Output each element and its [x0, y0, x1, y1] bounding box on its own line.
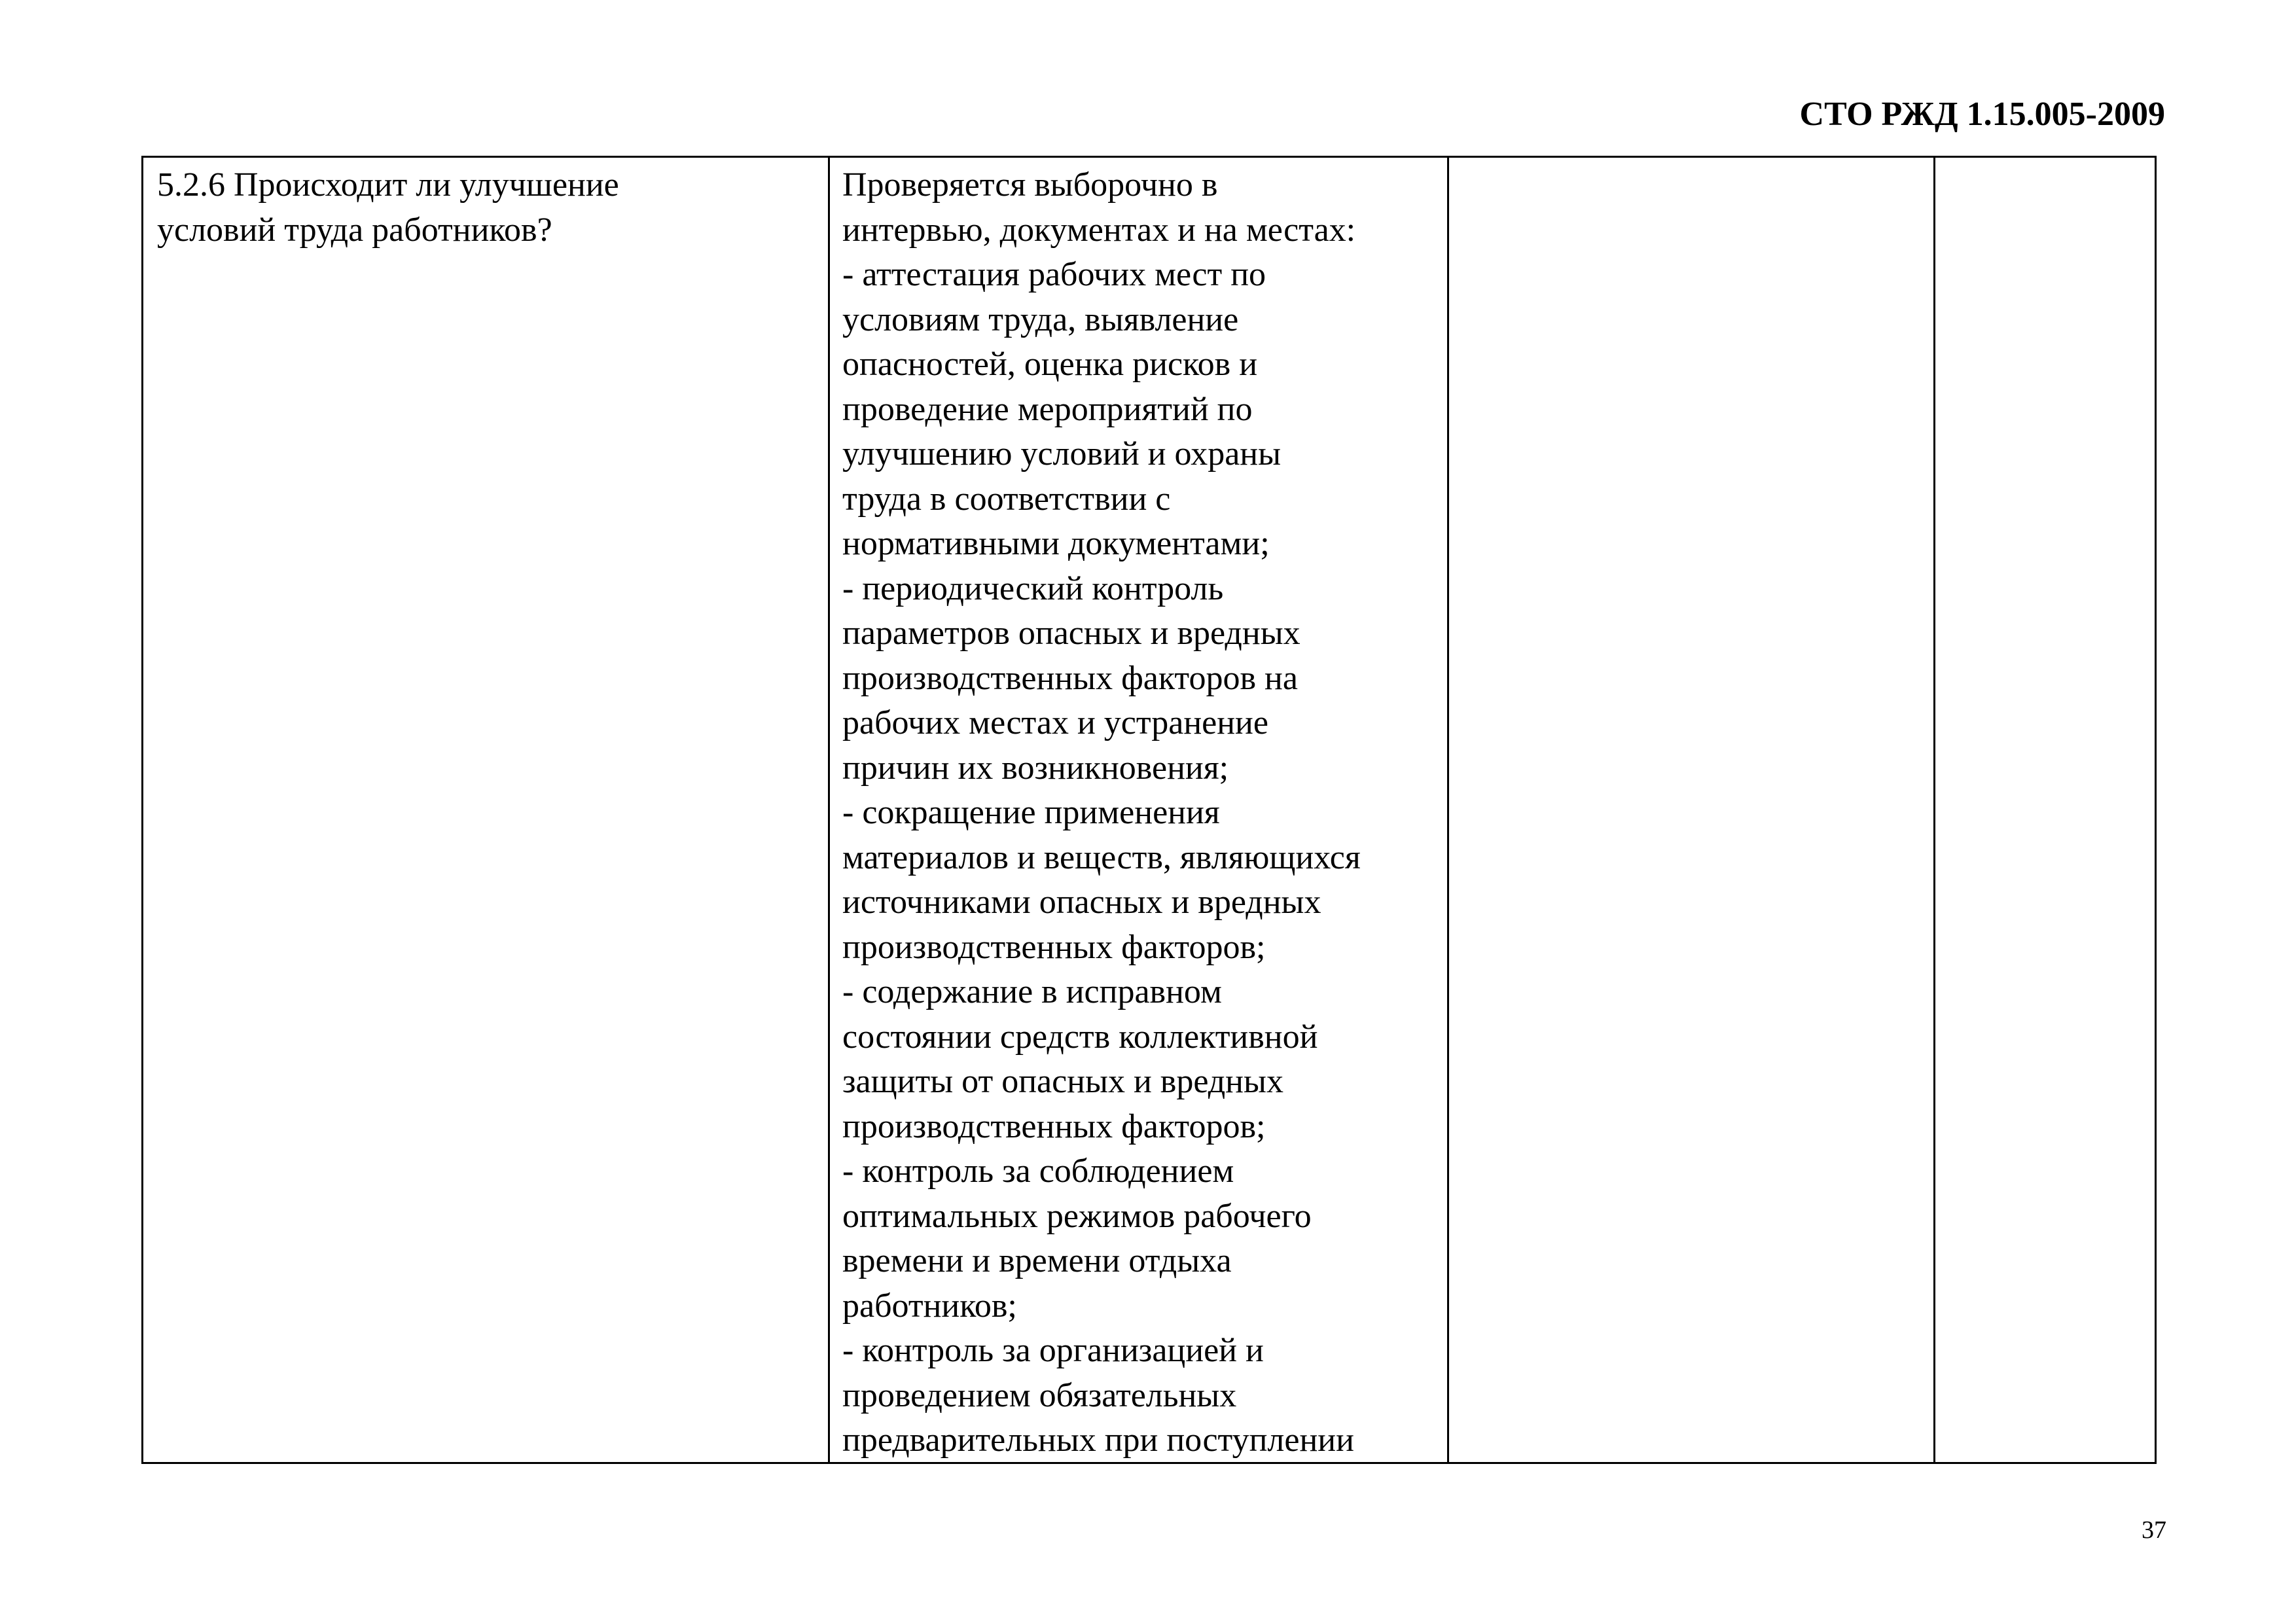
method-line: опасностей, оценка рисков и: [842, 346, 1258, 383]
page-number: 37: [2142, 1516, 2166, 1544]
method-line: проведение мероприятий по: [842, 390, 1253, 428]
method-line: нормативными документами;: [842, 525, 1270, 562]
document-code: СТО РЖД 1.15.005-2009: [1799, 96, 2165, 133]
method-line: - сокращение применения: [842, 794, 1220, 831]
method-line: улучшению условий и охраны: [842, 435, 1282, 473]
method-line: материалов и веществ, являющихся: [842, 838, 1361, 876]
question-cell: [157, 163, 619, 253]
method-line: интервью, документах и на местах:: [842, 211, 1356, 249]
column-divider-3: [1933, 158, 1935, 1462]
method-line: оптимальных режимов рабочего: [842, 1197, 1312, 1235]
method-line: рабочих местах и устранение: [842, 704, 1268, 741]
column-divider-1: [828, 158, 830, 1462]
method-line: времени и времени отдыха: [842, 1242, 1232, 1279]
method-line: - периодический контроль: [842, 569, 1224, 607]
method-line: - содержание в исправном: [842, 973, 1222, 1010]
method-line: производственных факторов на: [842, 659, 1298, 697]
verification-method-cell: [842, 163, 1361, 1463]
method-line: - контроль за соблюдением: [842, 1152, 1234, 1190]
checklist-table: [141, 156, 2157, 1464]
method-line: условиям труда, выявление: [842, 300, 1239, 338]
method-line: источниками опасных и вредных: [842, 883, 1321, 921]
method-line: причин их возникновения;: [842, 749, 1229, 787]
method-line: - аттестация рабочих мест по: [842, 256, 1266, 293]
method-line: проведением обязательных: [842, 1376, 1237, 1414]
method-line: труда в соответствии с: [842, 480, 1171, 518]
method-line: состоянии средств коллективной: [842, 1018, 1318, 1056]
question-line: условий труда работников?: [157, 211, 552, 249]
method-line: защиты от опасных и вредных: [842, 1063, 1283, 1100]
method-line: - контроль за организацией и: [842, 1332, 1264, 1369]
question-line: 5.2.6 Происходит ли улучшение: [157, 166, 619, 204]
method-line: производственных факторов;: [842, 928, 1266, 966]
method-line: Проверяется выборочно в: [842, 166, 1218, 204]
method-line: производственных факторов;: [842, 1107, 1266, 1145]
column-divider-2: [1447, 158, 1449, 1462]
method-line: параметров опасных и вредных: [842, 615, 1300, 652]
method-line: предварительных при поступлении: [842, 1421, 1354, 1459]
method-line: работников;: [842, 1287, 1017, 1325]
